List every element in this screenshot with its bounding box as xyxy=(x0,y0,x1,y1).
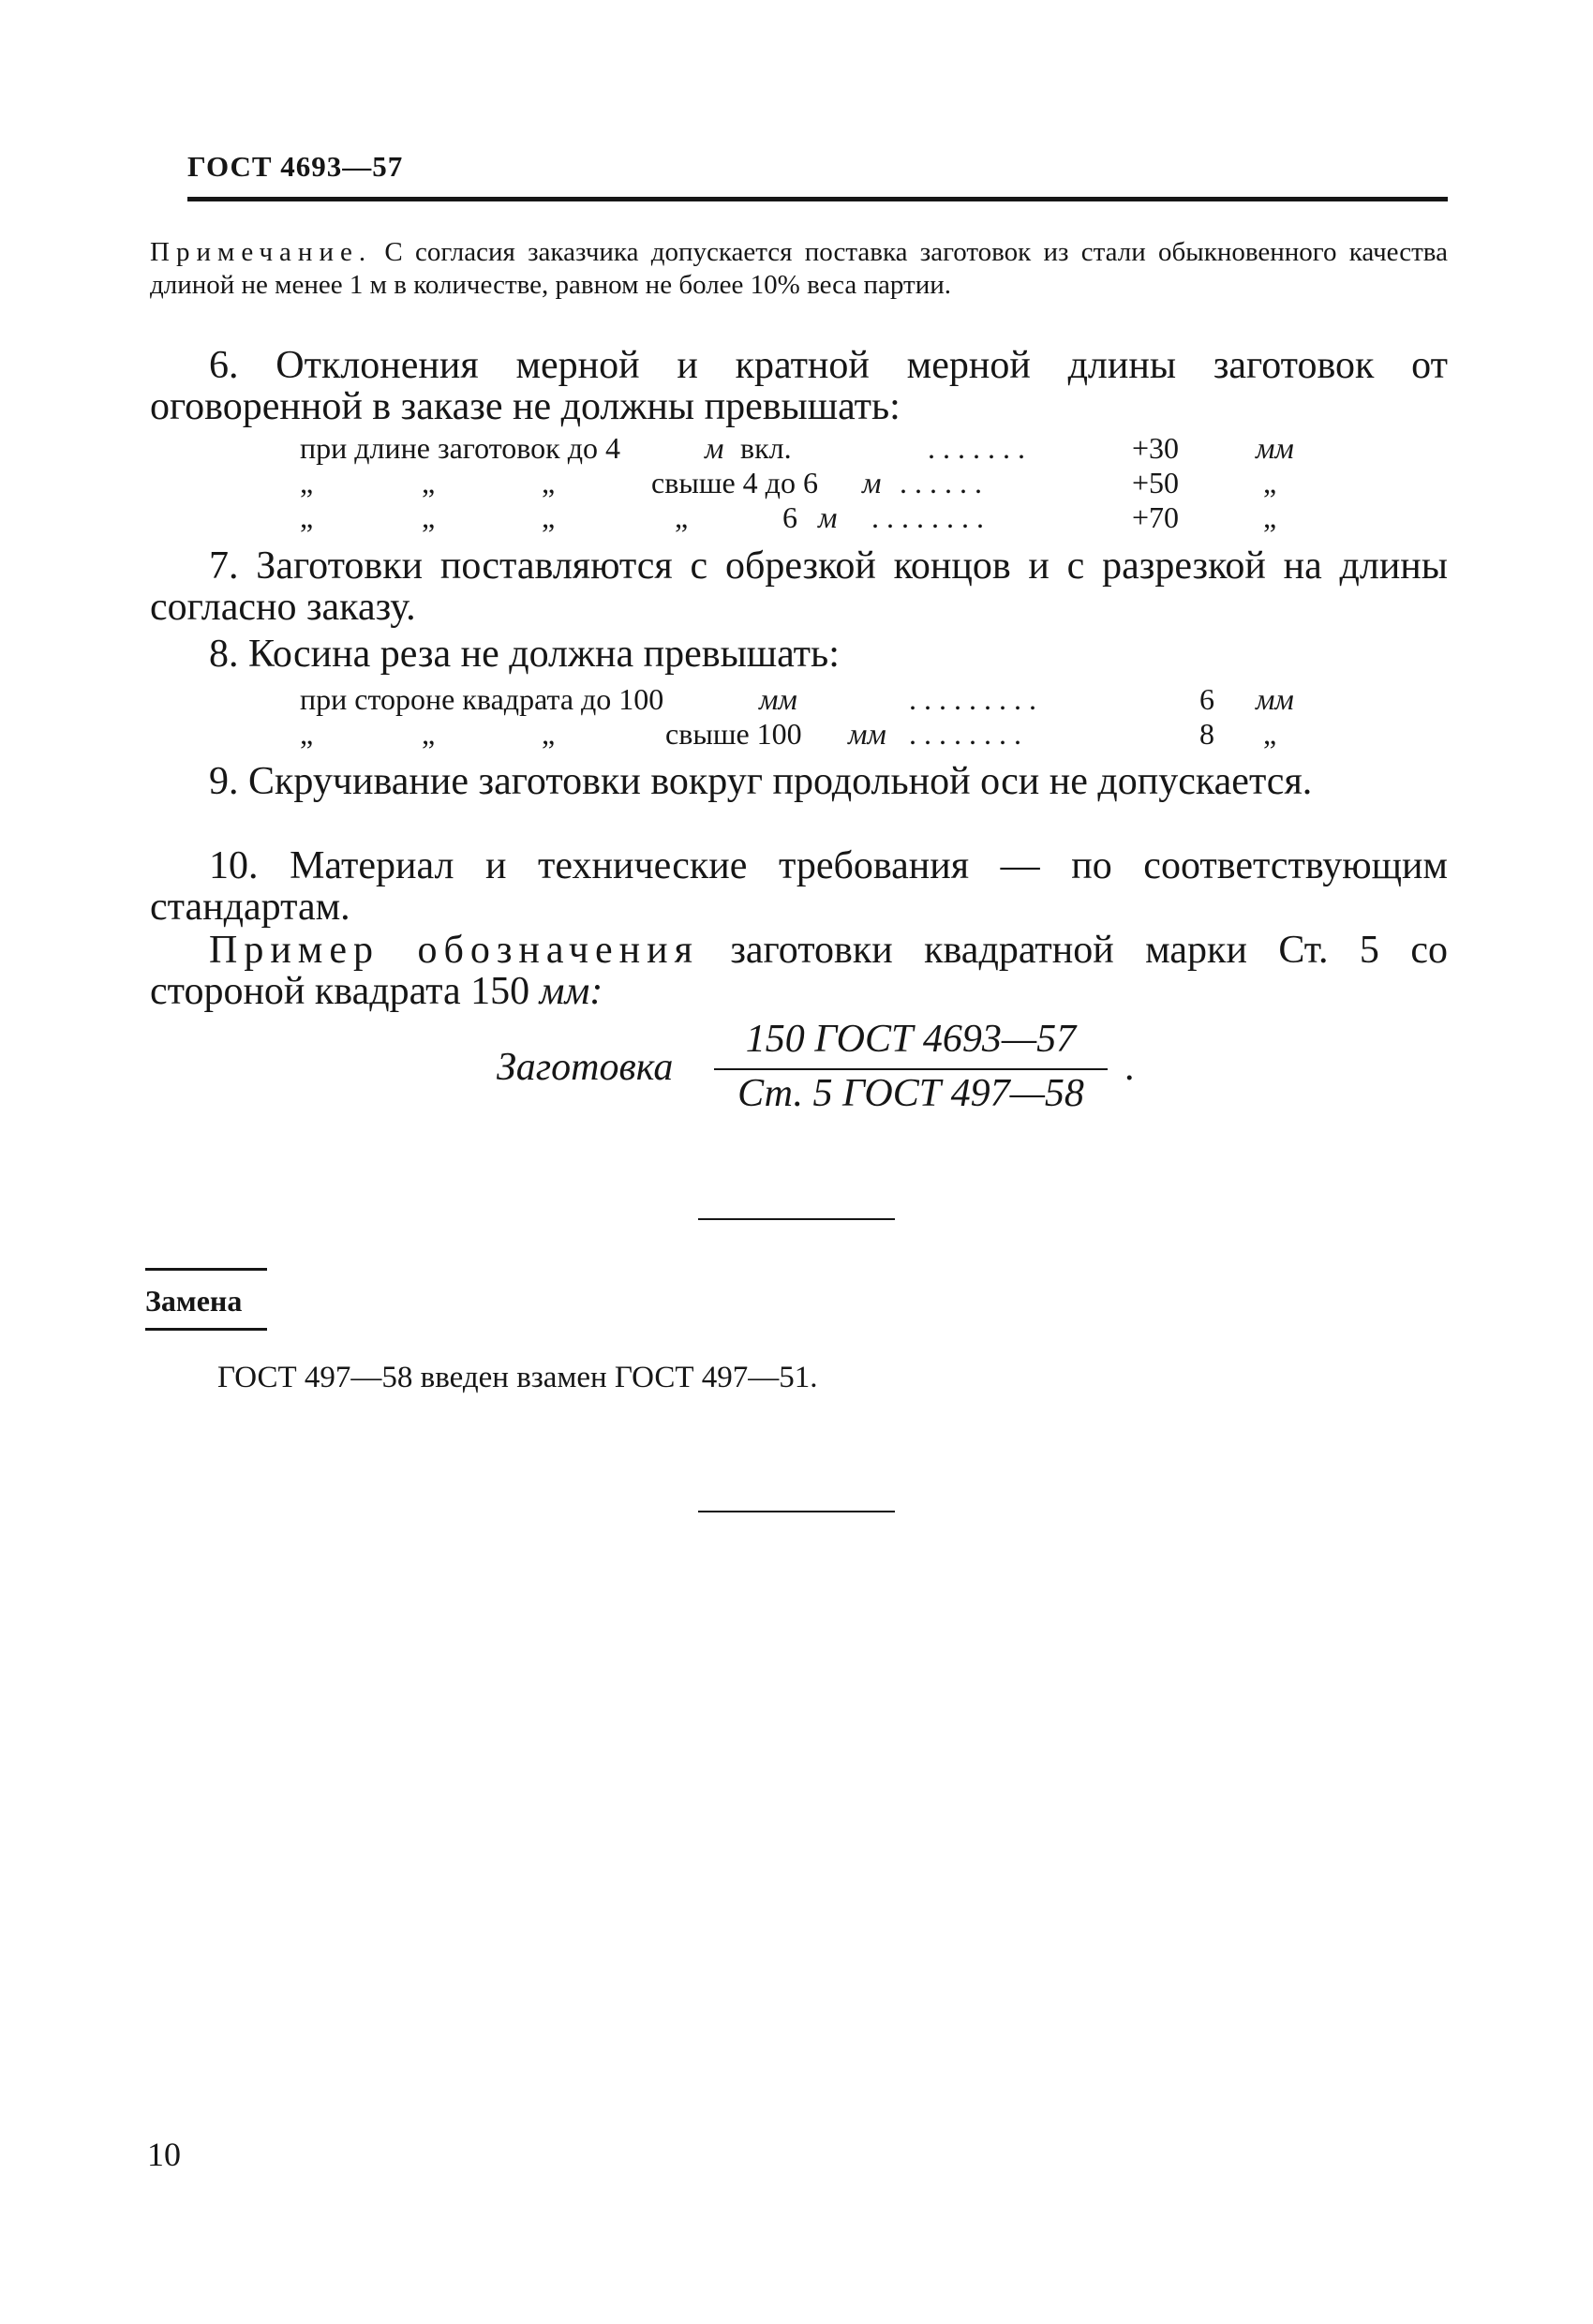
ditto-mark: „ xyxy=(542,500,556,534)
ditto-mark: „ xyxy=(542,466,556,499)
cut-skew-row-1 xyxy=(300,682,1331,716)
ditto-mark: „ xyxy=(422,717,436,751)
end-divider xyxy=(698,1511,895,1512)
ditto-mark: „ xyxy=(300,717,314,751)
row-label: свыше 100 xyxy=(665,717,802,751)
paragraph-8: 8. Косина реза не должна превышать: xyxy=(209,633,840,676)
row-unit: „ xyxy=(1263,466,1277,499)
formula-end: . xyxy=(1124,1046,1135,1089)
fraction-bar xyxy=(714,1068,1108,1070)
row-unit-a: мм xyxy=(848,717,886,751)
formula-word: Заготовка xyxy=(497,1046,674,1089)
row-unit: „ xyxy=(1263,500,1277,534)
row-dots: . . . . . . . . xyxy=(909,717,1021,751)
header-rule xyxy=(187,197,1448,201)
row-label: при стороне квадрата до 100 xyxy=(300,682,664,716)
replacement-rule-bottom xyxy=(145,1328,267,1331)
row-label: 6 xyxy=(782,500,797,534)
row-unit: мм xyxy=(1256,431,1294,465)
paragraph-10: 10. Материал и технические требования — по соответствующим стандартам. xyxy=(150,844,1448,929)
row-value: +70 xyxy=(1132,500,1180,534)
row-value: 6 xyxy=(1199,682,1214,716)
length-tolerance-row-1 xyxy=(300,431,1331,465)
example-text: заготовки квадратной марки Ст. 5 со стороной квадрата 150 xyxy=(150,929,1449,1013)
note-text: С согласия заказчика допускается поставка заготовок из стали обыкновенного качества длиной не менее 1 м в количестве, равном не более 10% веса партии. xyxy=(150,237,1448,300)
row-tail: вкл. xyxy=(740,431,792,465)
row-dots: . . . . . . . . xyxy=(871,500,984,534)
row-dots: . . . . . . . xyxy=(928,431,1025,465)
row-unit-a: м xyxy=(818,500,838,534)
page-number: 10 xyxy=(147,2136,181,2173)
ditto-mark: „ xyxy=(422,466,436,499)
replacement-title: Замена xyxy=(145,1284,243,1318)
formula-numerator: 150 ГОСТ 4693—57 xyxy=(745,1018,1077,1061)
ditto-mark: „ xyxy=(422,500,436,534)
paragraph-9: 9. Скручивание заготовки вокруг продольной оси не допускается. xyxy=(209,760,1313,803)
length-tolerance-row-2 xyxy=(300,466,1331,499)
example-unit: мм: xyxy=(539,970,603,1013)
ditto-mark: „ xyxy=(675,500,689,534)
row-value: +50 xyxy=(1132,466,1180,499)
row-unit-a: м xyxy=(862,466,882,499)
formula-denominator: Ст. 5 ГОСТ 497—58 xyxy=(737,1072,1084,1115)
row-dots: . . . . . . xyxy=(900,466,982,499)
note-label: Примечание. xyxy=(150,237,373,267)
replacement-rule-top xyxy=(145,1268,267,1271)
length-tolerance-row-3 xyxy=(300,500,1331,534)
cut-skew-row-2 xyxy=(300,717,1331,751)
example-paragraph xyxy=(150,930,1448,1012)
document-header: ГОСТ 4693—57 xyxy=(187,150,404,183)
row-unit-a: мм xyxy=(759,682,797,716)
paragraph-7: 7. Заготовки поставляются с обрезкой концов и с разрезкой на длины согласно заказу. xyxy=(150,544,1448,629)
row-value: 8 xyxy=(1199,717,1214,751)
paragraph-6: 6. Отклонения мерной и кратной мерной длины заготовок от оговоренной в заказе не должны превышать: xyxy=(150,344,1448,428)
row-label: свыше 4 до 6 xyxy=(651,466,818,499)
ditto-mark: „ xyxy=(300,466,314,499)
row-unit: „ xyxy=(1263,717,1277,751)
designation-formula xyxy=(497,1017,1153,1129)
ditto-mark: „ xyxy=(300,500,314,534)
row-dots: . . . . . . . . . xyxy=(909,682,1036,716)
section-divider xyxy=(698,1218,895,1220)
ditto-mark: „ xyxy=(542,717,556,751)
note-paragraph xyxy=(150,236,1448,302)
replacement-text: ГОСТ 497—58 введен взамен ГОСТ 497—51. xyxy=(217,1361,818,1394)
row-unit-a: м xyxy=(705,431,724,465)
row-unit: мм xyxy=(1256,682,1294,716)
row-value: +30 xyxy=(1132,431,1180,465)
row-label: при длине заготовок до 4 xyxy=(300,431,620,465)
example-label: Пример обозначения xyxy=(209,929,699,972)
